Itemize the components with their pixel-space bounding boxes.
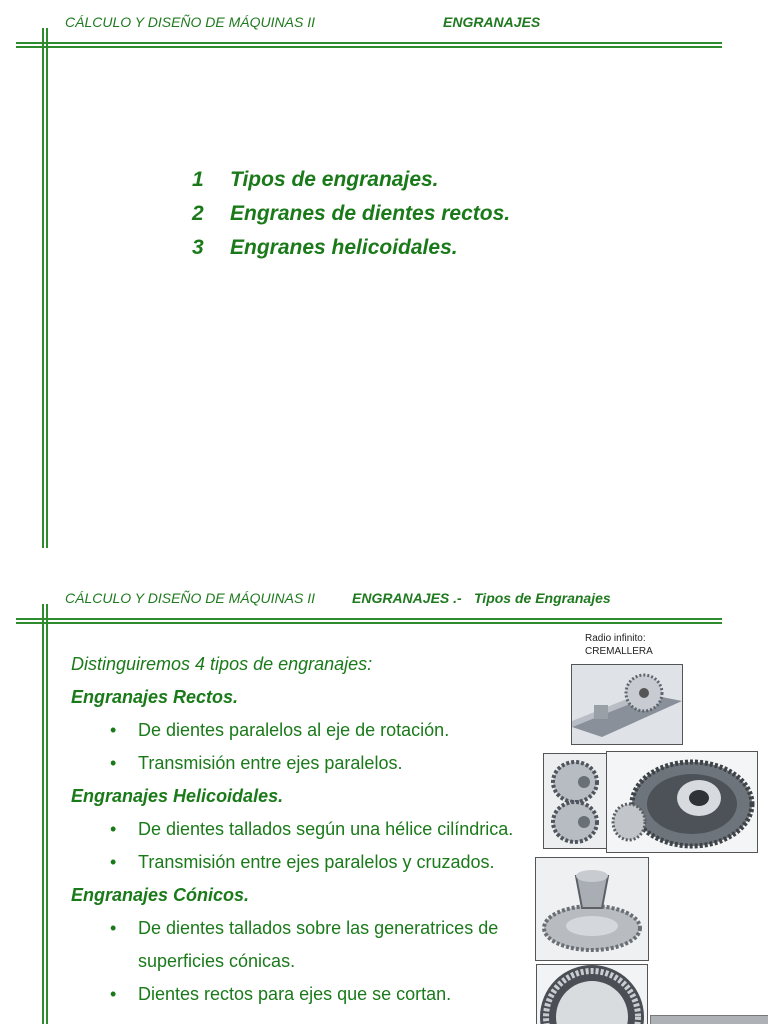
partial-gear-image: [650, 1015, 768, 1024]
spiral-bevel-gear-image: [536, 964, 648, 1024]
toc-label: Tipos de engranajes.: [230, 168, 439, 191]
bullet-text: Dientes rectos para ejes que se cortan.: [138, 984, 452, 1004]
left-rule: [42, 28, 48, 548]
section-title: Engranajes Cónicos.: [71, 885, 250, 905]
bevel-gears-image: [535, 857, 649, 961]
bullet-text: Transmisión entre ejes paralelos y cruzados.: [138, 852, 495, 872]
bullet-item: [71, 815, 551, 848]
toc-item: [192, 234, 510, 268]
helical-worm-gear-image: [606, 751, 758, 853]
left-rule: [42, 604, 48, 1024]
bullet-text: De dientes paralelos al eje de rotación.: [138, 720, 450, 740]
toc-label: Engranes de dientes rectos.: [230, 202, 511, 225]
bullet-text: De dientes tallados según una hélice cilíndrica.: [138, 819, 514, 839]
header-rule: [16, 42, 722, 48]
bullet-item: [71, 980, 551, 1013]
header-course: CÁLCULO Y DISEÑO DE MÁQUINAS II: [65, 14, 315, 30]
bullet-item: [71, 848, 551, 881]
helical-gears-pair-image: [543, 753, 607, 849]
toc-label: Engranes helicoidales.: [230, 236, 458, 259]
table-of-contents: [192, 166, 510, 268]
rack-and-pinion-image: [571, 664, 683, 745]
header-rule: [16, 618, 722, 624]
section-title: Engranajes Rectos.: [71, 687, 239, 707]
slide-2: [0, 568, 768, 1024]
bullet-continuation: superficies cónicas.: [138, 951, 296, 971]
bullet-item: [71, 749, 551, 782]
toc-item: [192, 200, 510, 234]
slide-body: [71, 650, 551, 1013]
toc-number: 2: [192, 202, 204, 225]
section-title: Engranajes Helicoidales.: [71, 786, 284, 806]
toc-item: [192, 166, 510, 200]
header-subtopic: Tipos de Engranajes: [474, 590, 611, 606]
toc-number: 3: [192, 236, 204, 259]
intro-text: Distinguiremos 4 tipos de engranajes:: [71, 654, 373, 674]
caption-line: CREMALLERA: [585, 646, 653, 657]
bullet-item: [71, 914, 551, 947]
header-course: CÁLCULO Y DISEÑO DE MÁQUINAS II: [65, 590, 315, 606]
header-topic: ENGRANAJES: [443, 14, 541, 30]
bullet-item: [71, 716, 551, 749]
toc-number: 1: [192, 168, 204, 191]
header-topic: ENGRANAJES .-: [352, 590, 462, 606]
image-caption: [585, 632, 653, 658]
caption-line: Radio infinito:: [585, 633, 646, 644]
bullet-text: De dientes tallados sobre las generatrices de: [138, 918, 499, 938]
bullet-text: Transmisión entre ejes paralelos.: [138, 753, 403, 773]
